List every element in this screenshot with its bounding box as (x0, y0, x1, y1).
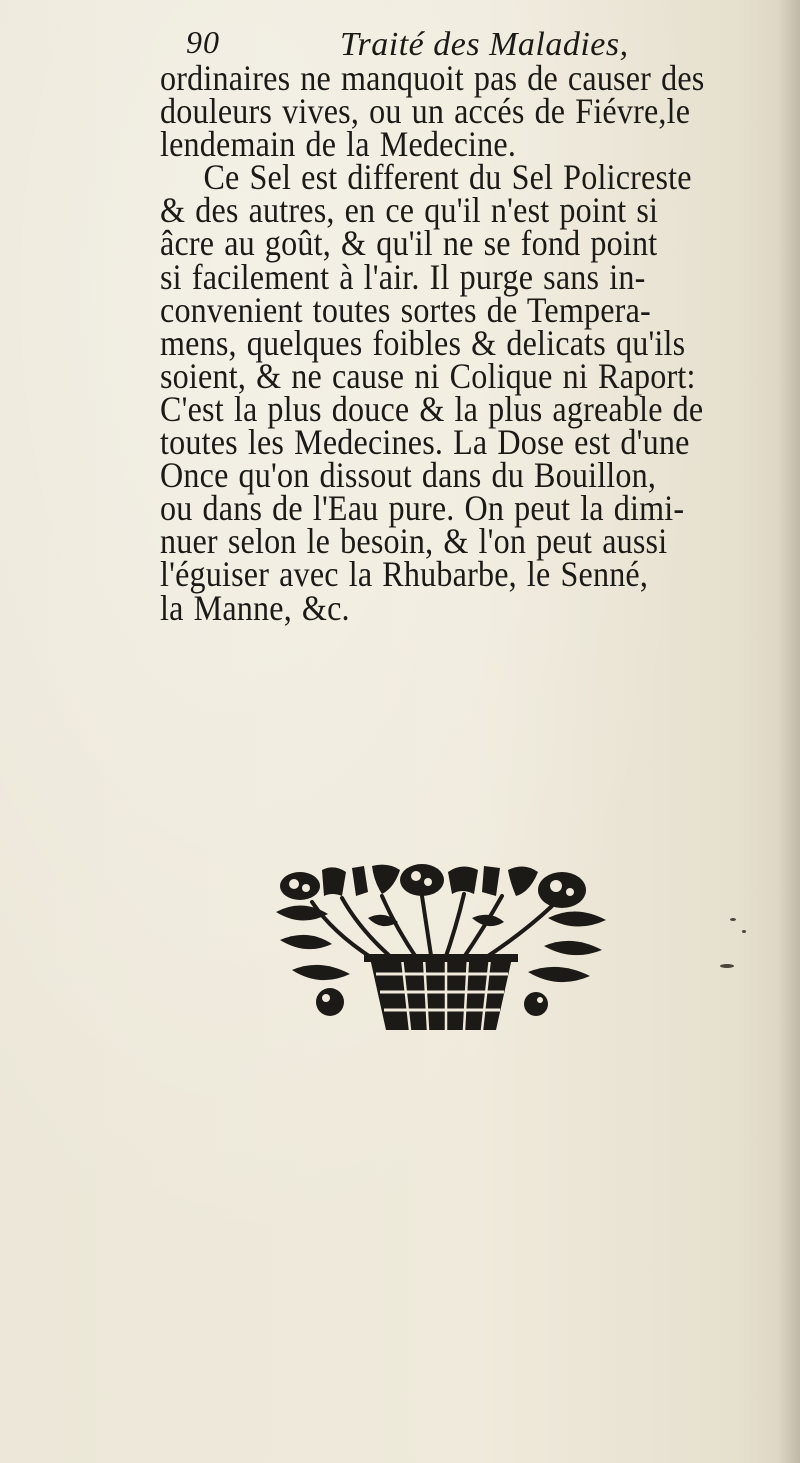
text-line: convenient toutes sortes de Tempera- (160, 289, 651, 330)
text-line: l'éguiser avec la Rhubarbe, le Senné, (160, 554, 649, 595)
running-head: Traité des Maladies, (340, 26, 629, 63)
page-number: 90 (186, 24, 220, 60)
text-line: ou dans de l'Eau pure. On peut la dimi- (160, 488, 685, 529)
text-line: & des autres, en ce qu'il n'est point si (160, 190, 659, 231)
text-line: la Manne, &c. (160, 587, 350, 628)
ink-speck (730, 918, 736, 921)
ink-speck (742, 930, 746, 933)
body-text (160, 58, 796, 628)
floral-basket-ornament-icon (272, 862, 610, 1034)
text-line: soient, & ne cause ni Colique ni Raport: (160, 355, 696, 396)
text-line: ordinaires ne manquoit pas de causer des (160, 58, 705, 98)
text-line: C'est la plus douce & la plus agreable de (160, 388, 704, 429)
text-line: Once qu'on dissout dans du Bouillon, (160, 455, 657, 496)
text-line: nuer selon le besoin, & l'on peut aussi (160, 521, 668, 562)
ink-speck (720, 964, 734, 968)
text-line: lendemain de la Medecine. (160, 124, 517, 165)
text-line: mens, quelques foibles & delicats qu'ils (160, 322, 686, 363)
text-line: si facilement à l'air. Il purge sans in- (160, 256, 646, 297)
text-line: âcre au goût, & qu'il ne se fond point (160, 223, 658, 264)
text-line: douleurs vives, ou un accés de Fiévre,le (160, 91, 691, 132)
text-line: toutes les Medecines. La Dose est d'une (160, 422, 690, 463)
paragraph-start-line: Ce Sel est different du Sel Policreste (203, 157, 692, 198)
